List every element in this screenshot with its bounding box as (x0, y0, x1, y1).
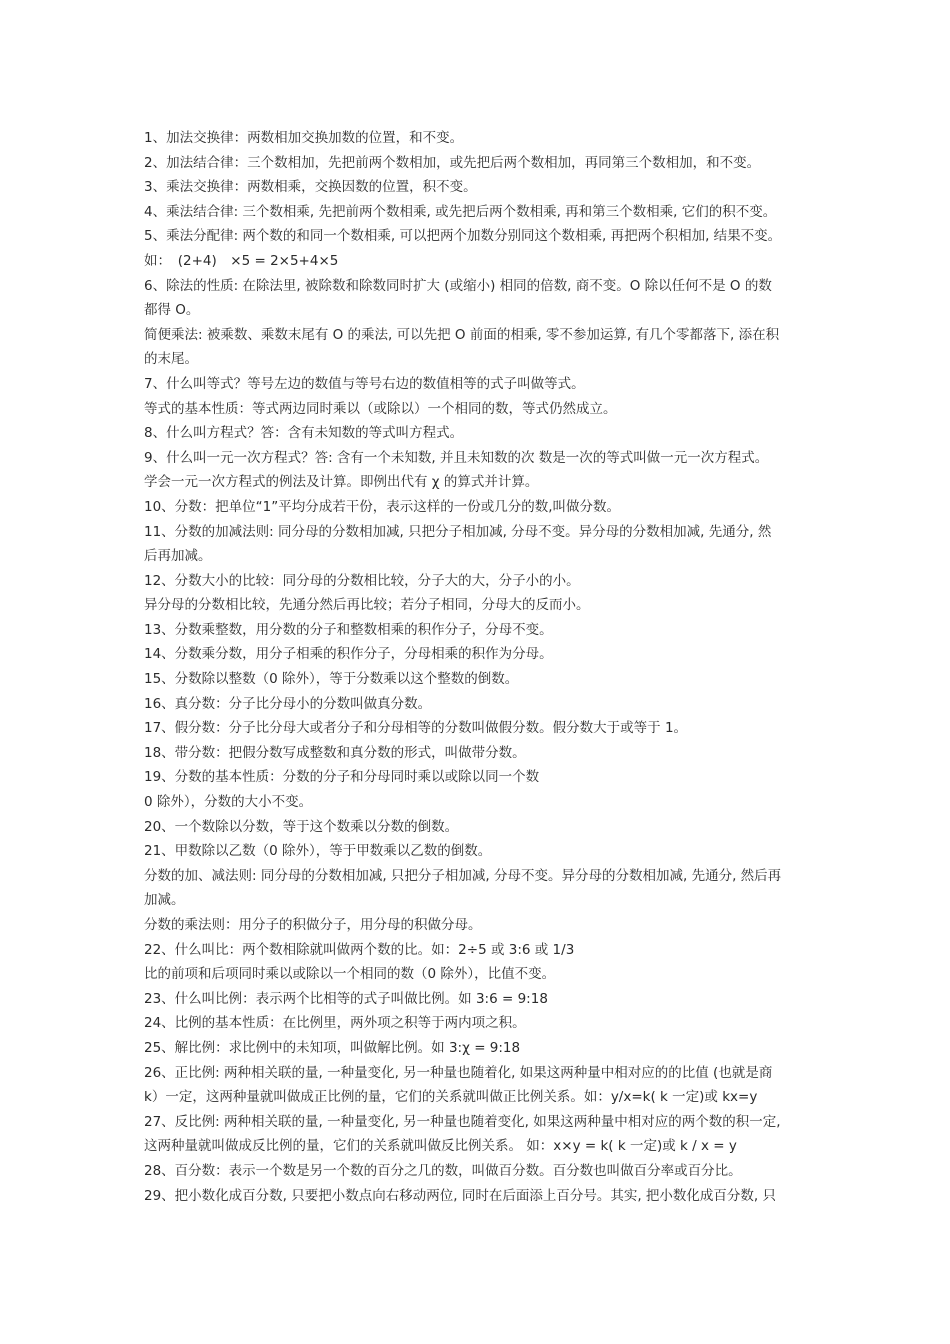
text-line: 8、什么叫方程式？答：含有未知数的等式叫方程式。 (144, 425, 464, 442)
text-line: 0 除外），分数的大小不变。 (144, 794, 313, 811)
text-line: 20、一个数除以分数，等于这个数乘以分数的倒数。 (144, 818, 459, 835)
text-line: 加减。 (144, 892, 185, 909)
text-line: 17、假分数：分子比分母大或者分子和分母相等的分数叫做假分数。假分数大于或等于 1。 (144, 720, 688, 737)
text-line: 28、百分数：表示一个数是另一个数的百分之几的数，叫做百分数。百分数也叫做百分率或百分比。 (144, 1162, 742, 1179)
text-line: 10、分数：把单位“1”平均分成若干份，表示这样的一份或几分的数,叫做分数。 (144, 498, 621, 515)
text-line: 25、解比例：求比例中的未知项，叫做解比例。如 3:χ = 9:18 (144, 1039, 521, 1056)
text-line: 7、什么叫等式？等号左边的数值与等号右边的数值相等的式子叫做等式。 (144, 375, 585, 392)
text-line: 24、比例的基本性质：在比例里，两外项之积等于两内项之积。 (144, 1015, 526, 1032)
document-body (144, 126, 816, 1208)
text-line: 29、把小数化成百分数, 只要把小数点向右移动两位, 同时在后面添上百分号。其实, 把小数化成百分数, 只 (144, 1187, 777, 1204)
text-line: 13、分数乘整数，用分数的分子和整数相乘的积作分子，分母不变。 (144, 621, 553, 638)
text-line: 12、分数大小的比较：同分母的分数相比较，分子大的大，分子小的小。 (144, 572, 580, 589)
text-line: 14、分数乘分数，用分子相乘的积作分子，分母相乘的积作为分母。 (144, 646, 553, 663)
text-line: 分数的加、减法则: 同分母的分数相加减, 只把分子相加减, 分母不变。异分母的分数相加减, 先通分, 然后再 (144, 867, 782, 884)
text-line: 2、加法结合律：三个数相加，先把前两个数相加，或先把后两个数相加，再同第三个数相加，和不变。 (144, 154, 761, 171)
text-line: 比的前项和后项同时乘以或除以一个相同的数（0 除外），比值不变。 (144, 966, 556, 983)
text-line: 等式的基本性质：等式两边同时乘以（或除以）一个相同的数，等式仍然成立。 (144, 400, 617, 417)
text-line: 3、乘法交换律：两数相乘，交换因数的位置，积不变。 (144, 179, 477, 196)
text-line: 18、带分数：把假分数写成整数和真分数的形式，叫做带分数。 (144, 744, 526, 761)
text-line: 4、乘法结合律: 三个数相乘, 先把前两个数相乘, 或先把后两个数相乘, 再和第三个数相乘, 它们的积不变。 (144, 203, 777, 220)
text-line: 27、反比例: 两种相关联的量, 一种量变化, 另一种量也随着变化, 如果这两种量中相对应的两个数的积一定, (144, 1113, 781, 1130)
text-line: 的末尾。 (144, 351, 198, 368)
text-line: k）一定，这两种量就叫做成正比例的量，它们的关系就叫做正比例关系。如：y/x=k( k 一定)或 kx=y (144, 1089, 758, 1106)
text-line: 简便乘法: 被乘数、乘数末尾有 O 的乘法, 可以先把 O 前面的相乘, 零不参加运算, 有几个零都落下, 添在积 (144, 326, 780, 343)
text-line: 5、乘法分配律: 两个数的和同一个数相乘, 可以把两个加数分别同这个数相乘, 再把两个积相加, 结果不变。 (144, 228, 782, 245)
text-line: 都得 O。 (144, 302, 200, 319)
text-line: 21、甲数除以乙数（0 除外），等于甲数乘以乙数的倒数。 (144, 843, 492, 860)
text-line: 15、分数除以整数（0 除外），等于分数乘以这个整数的倒数。 (144, 671, 519, 688)
text-line: 异分母的分数相比较，先通分然后再比较；若分子相同，分母大的反而小。 (144, 597, 590, 614)
text-line: 16、真分数：分子比分母小的分数叫做真分数。 (144, 695, 432, 712)
text-line: 22、什么叫比：两个数相除就叫做两个数的比。如：2÷5 或 3:6 或 1/3 (144, 941, 575, 958)
text-line: 19、分数的基本性质：分数的分子和分母同时乘以或除以同一个数 (144, 769, 540, 786)
text-line: 学会一元一次方程式的例法及计算。即例出代有 χ 的算式并计算。 (144, 474, 539, 491)
text-line: 6、除法的性质: 在除法里, 被除数和除数同时扩大 (或缩小) 相同的倍数, 商不变。O 除以任何不是 O 的数 (144, 277, 772, 294)
text-line: 23、什么叫比例：表示两个比相等的式子叫做比例。如 3:6 = 9:18 (144, 990, 548, 1007)
text-line: 分数的乘法则：用分子的积做分子，用分母的积做分母。 (144, 917, 482, 933)
text-line: 1、加法交换律：两数相加交换加数的位置，和不变。 (144, 130, 464, 146)
text-line: 如： (2+4) ×5 = 2×5+4×5 (144, 252, 339, 269)
text-line: 26、正比例: 两种相关联的量, 一种量变化, 另一种量也随着化, 如果这两种量中相对应的的比值 (也就是商 (144, 1064, 773, 1081)
text-line: 后再加减。 (144, 548, 212, 565)
text-line: 9、什么叫一元一次方程式？答: 含有一个未知数, 并且未知数的次 数是一次的等式叫做一元一次方程式。 (144, 449, 769, 466)
text-line: 这两种量就叫做成反比例的量，它们的关系就叫做反比例关系。 如：x×y = k( k 一定)或 k / x = y (144, 1138, 737, 1155)
text-line: 11、分数的加减法则: 同分母的分数相加减, 只把分子相加减, 分母不变。异分母的分数相加减, 先通分, 然 (144, 523, 772, 540)
